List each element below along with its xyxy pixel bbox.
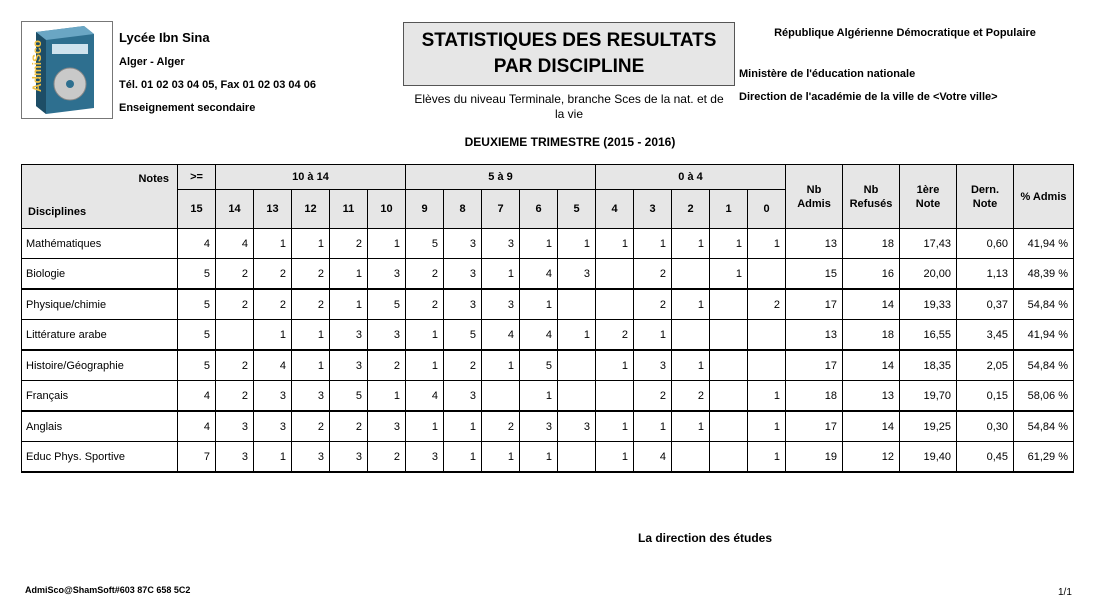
logo-text: AdmiSco [30,39,44,92]
note-count-cell [558,381,596,412]
premiere-note-cell: 19,40 [900,442,957,473]
footer-software-id: AdmiSco@ShamSoft#603 87C 658 5C2 [25,585,191,595]
note-count-cell: 5 [178,289,216,320]
note-count-cell: 4 [520,259,558,290]
note-count-cell: 1 [482,350,520,381]
derniere-note-cell: 0,15 [957,381,1014,412]
table-row [22,381,1074,412]
note-count-cell: 4 [178,229,216,259]
note-count-cell: 3 [444,259,482,290]
premiere-note-cell: 20,00 [900,259,957,290]
header-note-1: 1 [710,190,748,229]
header-ge: >= [178,165,216,190]
note-count-cell: 1 [292,320,330,351]
note-count-cell: 3 [292,381,330,412]
nb-refuses-cell: 13 [843,381,900,412]
header-note-13: 13 [254,190,292,229]
note-count-cell: 5 [178,259,216,290]
note-count-cell: 2 [292,259,330,290]
note-count-cell: 3 [368,259,406,290]
note-count-cell: 1 [444,442,482,473]
note-count-cell: 3 [368,320,406,351]
note-count-cell [558,442,596,473]
note-count-cell [672,442,710,473]
note-count-cell: 3 [368,411,406,442]
pct-admis-cell: 54,84 % [1014,289,1074,320]
premiere-note-cell: 19,70 [900,381,957,412]
note-count-cell [216,320,254,351]
note-count-cell: 1 [444,411,482,442]
note-count-cell: 1 [748,229,786,259]
note-count-cell: 3 [482,289,520,320]
premiere-note-cell: 18,35 [900,350,957,381]
note-count-cell: 1 [672,411,710,442]
note-count-cell: 2 [254,259,292,290]
note-count-cell: 1 [596,229,634,259]
note-count-cell: 2 [216,289,254,320]
header-note-3: 3 [634,190,672,229]
header-group-5-9: 5 à 9 [406,165,596,190]
note-count-cell: 1 [558,229,596,259]
header-note-7: 7 [482,190,520,229]
note-count-cell: 3 [634,350,672,381]
nb-admis-cell: 13 [786,229,843,259]
note-count-cell: 1 [520,229,558,259]
note-count-cell: 3 [254,411,292,442]
note-count-cell: 7 [178,442,216,473]
note-count-cell: 5 [178,320,216,351]
note-count-cell: 1 [330,259,368,290]
note-count-cell: 1 [368,381,406,412]
note-count-cell: 3 [558,259,596,290]
note-count-cell: 3 [520,411,558,442]
discipline-name: Physique/chimie [22,289,178,320]
derniere-note-cell: 0,60 [957,229,1014,259]
note-count-cell [710,320,748,351]
signature-label: La direction des études [638,531,773,545]
note-count-cell [710,442,748,473]
nb-refuses-cell: 12 [843,442,900,473]
table-row [22,289,1074,320]
results-table [21,164,1074,473]
header-premiere-note: 1ère Note [900,165,957,229]
note-count-cell: 2 [330,229,368,259]
nb-refuses-cell: 14 [843,411,900,442]
note-count-cell: 4 [178,381,216,412]
note-count-cell [710,411,748,442]
discipline-name: Mathématiques [22,229,178,259]
school-phone: Tél. 01 02 03 04 05, Fax 01 02 03 04 06 [119,79,316,91]
nb-admis-cell: 17 [786,350,843,381]
report-title [403,22,735,86]
note-count-cell: 5 [520,350,558,381]
note-count-cell: 2 [368,442,406,473]
note-count-cell [596,259,634,290]
table-row [22,411,1074,442]
nb-refuses-cell: 14 [843,289,900,320]
discipline-name: Biologie [22,259,178,290]
pct-admis-cell: 48,39 % [1014,259,1074,290]
note-count-cell: 1 [406,350,444,381]
header-note-9: 9 [406,190,444,229]
note-count-cell: 3 [216,442,254,473]
header-nb-refuses: Nb Refusés [843,165,900,229]
corner-notes: Notes [138,173,169,185]
pct-admis-cell: 41,94 % [1014,229,1074,259]
derniere-note-cell: 0,45 [957,442,1014,473]
discipline-name: Histoire/Géographie [22,350,178,381]
note-count-cell: 3 [444,229,482,259]
derniere-note-cell: 0,37 [957,289,1014,320]
note-count-cell [482,381,520,412]
note-count-cell: 2 [748,289,786,320]
note-count-cell: 1 [672,350,710,381]
note-count-cell: 1 [710,259,748,290]
note-count-cell [596,381,634,412]
premiere-note-cell: 19,33 [900,289,957,320]
note-count-cell: 1 [482,442,520,473]
note-count-cell: 3 [292,442,330,473]
note-count-cell: 1 [406,411,444,442]
note-count-cell: 5 [330,381,368,412]
nb-admis-cell: 15 [786,259,843,290]
note-count-cell: 2 [292,289,330,320]
note-count-cell: 3 [330,320,368,351]
discipline-name: Anglais [22,411,178,442]
header-note-10: 10 [368,190,406,229]
nb-admis-cell: 17 [786,411,843,442]
note-count-cell: 2 [292,411,330,442]
note-count-cell: 1 [558,320,596,351]
note-count-cell [558,289,596,320]
direction-label: Direction de l'académie de la ville de <Votre ville> [739,91,998,103]
header-note-12: 12 [292,190,330,229]
pct-admis-cell: 41,94 % [1014,320,1074,351]
note-count-cell: 1 [520,442,558,473]
table-corner [22,165,178,229]
note-count-cell: 1 [254,229,292,259]
republic-label: République Algérienne Démocratique et Populaire [774,27,1036,39]
header-derniere-note: Dern. Note [957,165,1014,229]
header-group-0-4: 0 à 4 [596,165,786,190]
note-count-cell: 1 [748,381,786,412]
report-subtitle: Elèves du niveau Terminale, branche Sces de la nat. et de la vie [414,92,724,121]
note-count-cell: 1 [634,229,672,259]
nb-refuses-cell: 14 [843,350,900,381]
header-note-11: 11 [330,190,368,229]
note-count-cell: 1 [596,350,634,381]
note-count-cell: 2 [330,411,368,442]
discipline-name: Littérature arabe [22,320,178,351]
note-count-cell: 3 [330,442,368,473]
note-count-cell: 2 [634,381,672,412]
ministry-label: Ministère de l'éducation nationale [739,68,916,80]
pct-admis-cell: 61,29 % [1014,442,1074,473]
note-count-cell: 3 [482,229,520,259]
note-count-cell: 1 [292,229,330,259]
table-row [22,320,1074,351]
note-count-cell: 1 [596,442,634,473]
note-count-cell: 2 [444,350,482,381]
note-count-cell: 3 [444,381,482,412]
note-count-cell: 2 [406,289,444,320]
header-pct-admis: % Admis [1014,165,1074,229]
note-count-cell: 1 [634,411,672,442]
note-count-cell: 2 [672,381,710,412]
note-count-cell: 1 [292,350,330,381]
note-count-cell [672,320,710,351]
pct-admis-cell: 54,84 % [1014,350,1074,381]
note-count-cell [748,350,786,381]
note-count-cell: 1 [254,442,292,473]
pct-admis-cell: 58,06 % [1014,381,1074,412]
note-count-cell: 1 [520,289,558,320]
note-count-cell [672,259,710,290]
note-count-cell: 5 [444,320,482,351]
premiere-note-cell: 17,43 [900,229,957,259]
nb-admis-cell: 13 [786,320,843,351]
derniere-note-cell: 3,45 [957,320,1014,351]
note-count-cell: 1 [596,411,634,442]
note-count-cell: 1 [748,411,786,442]
note-count-cell: 2 [634,259,672,290]
nb-refuses-cell: 16 [843,259,900,290]
note-count-cell: 5 [406,229,444,259]
note-count-cell: 1 [482,259,520,290]
note-count-cell: 5 [178,350,216,381]
corner-disciplines: Disciplines [28,206,87,218]
note-count-cell: 3 [216,411,254,442]
discipline-name: Educ Phys. Sportive [22,442,178,473]
note-count-cell: 4 [482,320,520,351]
note-count-cell: 1 [254,320,292,351]
header-note-2: 2 [672,190,710,229]
note-count-cell: 4 [634,442,672,473]
note-count-cell: 2 [368,350,406,381]
note-count-cell: 2 [406,259,444,290]
derniere-note-cell: 2,05 [957,350,1014,381]
note-count-cell: 4 [520,320,558,351]
premiere-note-cell: 19,25 [900,411,957,442]
nb-admis-cell: 17 [786,289,843,320]
derniere-note-cell: 1,13 [957,259,1014,290]
note-count-cell: 2 [216,381,254,412]
note-count-cell: 4 [254,350,292,381]
page-number: 1/1 [1058,587,1072,598]
note-count-cell: 1 [520,381,558,412]
note-count-cell [558,350,596,381]
header-note-6: 6 [520,190,558,229]
note-count-cell: 4 [216,229,254,259]
note-count-cell: 2 [634,289,672,320]
note-count-cell: 5 [368,289,406,320]
header-nb-admis: Nb Admis [786,165,843,229]
header-group-10-14: 10 à 14 [216,165,406,190]
nb-refuses-cell: 18 [843,229,900,259]
note-count-cell: 4 [406,381,444,412]
note-count-cell: 2 [482,411,520,442]
note-count-cell [596,289,634,320]
header-note-14: 14 [216,190,254,229]
note-count-cell: 1 [368,229,406,259]
table-row [22,350,1074,381]
note-count-cell: 2 [254,289,292,320]
note-count-cell: 1 [672,289,710,320]
header-note-8: 8 [444,190,482,229]
note-count-cell: 3 [406,442,444,473]
note-count-cell: 3 [444,289,482,320]
header-note-5: 5 [558,190,596,229]
note-count-cell: 1 [634,320,672,351]
derniere-note-cell: 0,30 [957,411,1014,442]
nb-admis-cell: 19 [786,442,843,473]
note-count-cell: 2 [596,320,634,351]
note-count-cell: 1 [710,229,748,259]
note-count-cell: 1 [748,442,786,473]
nb-refuses-cell: 18 [843,320,900,351]
note-count-cell: 3 [254,381,292,412]
note-count-cell: 1 [406,320,444,351]
note-count-cell: 4 [178,411,216,442]
note-count-cell [748,259,786,290]
note-count-cell: 3 [330,350,368,381]
report-title-line2: PAR DISCIPLINE [493,56,645,77]
trimester-label: DEUXIEME TRIMESTRE (2015 - 2016) [464,135,676,149]
school-level: Enseignement secondaire [119,102,256,114]
table-row [22,259,1074,290]
admisco-logo [21,21,113,119]
header-note-0: 0 [748,190,786,229]
note-count-cell: 2 [216,259,254,290]
table-row [22,229,1074,259]
table-row [22,442,1074,473]
school-name: Lycée Ibn Sina [119,30,210,45]
note-count-cell [710,350,748,381]
school-city: Alger - Alger [119,56,185,68]
report-title-line1: STATISTIQUES DES RESULTATS [421,30,717,51]
premiere-note-cell: 16,55 [900,320,957,351]
nb-admis-cell: 18 [786,381,843,412]
pct-admis-cell: 54,84 % [1014,411,1074,442]
note-count-cell: 2 [216,350,254,381]
header-note-15: 15 [178,190,216,229]
header-note-4: 4 [596,190,634,229]
note-count-cell: 3 [558,411,596,442]
note-count-cell: 1 [672,229,710,259]
discipline-name: Français [22,381,178,412]
note-count-cell [710,381,748,412]
note-count-cell: 1 [330,289,368,320]
note-count-cell [748,320,786,351]
note-count-cell [710,289,748,320]
